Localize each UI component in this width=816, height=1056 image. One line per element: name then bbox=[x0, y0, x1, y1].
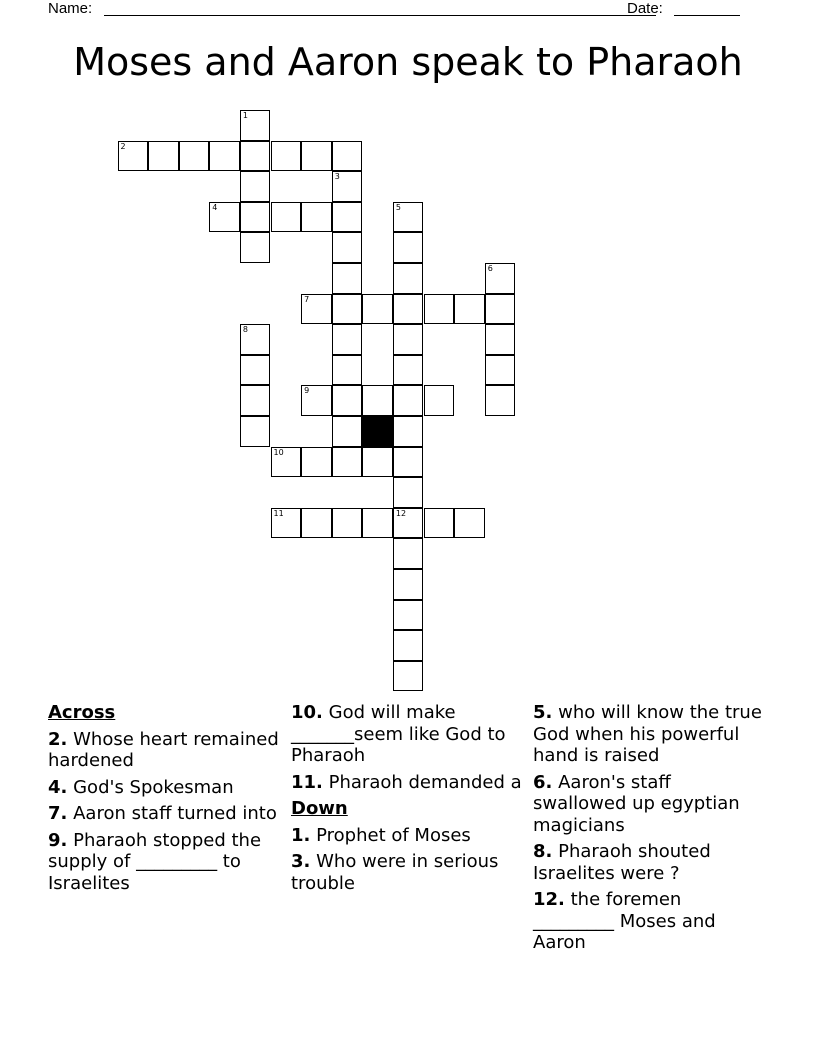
clue-across-11 bbox=[291, 772, 523, 794]
grid-cell[interactable] bbox=[332, 202, 363, 233]
clue-number: 8. bbox=[533, 841, 553, 862]
grid-cell[interactable] bbox=[424, 508, 455, 539]
clue-number: 7. bbox=[48, 803, 68, 824]
grid-cell[interactable] bbox=[332, 355, 363, 386]
grid-cell[interactable] bbox=[393, 630, 424, 661]
clue-down-5 bbox=[533, 702, 765, 767]
grid-cell[interactable] bbox=[393, 355, 424, 386]
grid-cell[interactable] bbox=[393, 263, 424, 294]
clue-text: Aaron staff turned into bbox=[73, 803, 277, 824]
clue-text: Pharaoh shouted Israelites were ? bbox=[533, 841, 711, 884]
clue-number-label: 12 bbox=[395, 508, 407, 518]
clue-number: 10. bbox=[291, 702, 323, 723]
grid-cell[interactable] bbox=[240, 232, 271, 263]
clue-down-3 bbox=[291, 851, 523, 894]
grid-cell[interactable] bbox=[332, 263, 363, 294]
grid-cell[interactable] bbox=[240, 324, 271, 355]
grid-cell[interactable] bbox=[454, 508, 485, 539]
grid-cell[interactable] bbox=[301, 141, 332, 172]
page-title: Moses and Aaron speak to Pharaoh bbox=[73, 40, 743, 84]
clue-text: Aaron's staff swallowed up egyptian magicians bbox=[533, 771, 740, 836]
clue-across-7 bbox=[48, 803, 280, 825]
grid-cell[interactable] bbox=[393, 661, 424, 692]
grid-cell[interactable] bbox=[485, 324, 516, 355]
grid-cell[interactable] bbox=[332, 385, 363, 416]
grid-cell[interactable] bbox=[301, 385, 332, 416]
clue-number-label: 7 bbox=[304, 294, 310, 304]
grid-cell[interactable] bbox=[362, 294, 393, 325]
grid-cell[interactable] bbox=[393, 447, 424, 478]
clue-number-label: 4 bbox=[212, 202, 218, 212]
down-heading: Down bbox=[291, 798, 348, 819]
grid-cell[interactable] bbox=[332, 447, 363, 478]
grid-cell[interactable] bbox=[454, 294, 485, 325]
grid-cell[interactable] bbox=[393, 477, 424, 508]
grid-cell[interactable] bbox=[240, 110, 271, 141]
clue-across-2 bbox=[48, 729, 280, 772]
clue-number: 2. bbox=[48, 728, 68, 750]
clue-number-label: 5 bbox=[395, 202, 401, 212]
grid-cell[interactable] bbox=[301, 508, 332, 539]
grid-cell[interactable] bbox=[362, 385, 393, 416]
grid-cell[interactable] bbox=[485, 294, 516, 325]
clue-number: 6. bbox=[533, 771, 553, 793]
clue-number-label: 6 bbox=[487, 264, 493, 273]
clue-number: 9. bbox=[48, 829, 68, 851]
clue-column-2 bbox=[291, 702, 523, 899]
grid-cell[interactable] bbox=[393, 294, 424, 325]
grid-cell[interactable] bbox=[332, 416, 363, 447]
grid-cell[interactable] bbox=[393, 202, 424, 233]
clue-across-4 bbox=[48, 777, 280, 799]
clue-number: 5. bbox=[533, 702, 553, 723]
grid-cell[interactable] bbox=[301, 294, 332, 325]
grid-cell[interactable] bbox=[332, 294, 363, 325]
clue-text: the foremen _________ Moses and Aaron bbox=[533, 889, 716, 953]
clue-text: Who were in serious trouble bbox=[291, 851, 499, 894]
grid-cell[interactable] bbox=[332, 141, 363, 172]
grid-cell[interactable] bbox=[179, 141, 210, 172]
clue-down-8 bbox=[533, 841, 765, 884]
clue-number-label: 9 bbox=[304, 386, 310, 396]
grid-cell[interactable] bbox=[332, 171, 363, 202]
grid-cell[interactable] bbox=[301, 202, 332, 233]
clue-number-label: 3 bbox=[334, 172, 340, 182]
grid-cell[interactable] bbox=[240, 416, 271, 447]
clue-text: Pharaoh demanded a bbox=[328, 771, 522, 793]
grid-cell[interactable] bbox=[485, 385, 516, 416]
grid-cell[interactable] bbox=[393, 385, 424, 416]
grid-cell[interactable] bbox=[424, 385, 455, 416]
grid-cell[interactable] bbox=[301, 447, 332, 478]
grid-cell[interactable] bbox=[271, 141, 302, 172]
clue-text: Pharaoh stopped the supply of _________ to Israelites bbox=[48, 829, 262, 894]
grid-cell[interactable] bbox=[393, 538, 424, 569]
clue-number: 1. bbox=[291, 824, 311, 846]
clue-down-6 bbox=[533, 772, 765, 837]
grid-cell[interactable] bbox=[118, 141, 149, 172]
grid-cell[interactable] bbox=[393, 232, 424, 263]
grid-cell[interactable] bbox=[362, 447, 393, 478]
grid-cell[interactable] bbox=[332, 508, 363, 539]
grid-cell[interactable] bbox=[271, 202, 302, 233]
grid-cell[interactable] bbox=[393, 569, 424, 600]
clue-number: 12. bbox=[533, 889, 565, 910]
grid-cell[interactable] bbox=[362, 508, 393, 539]
grid-cell[interactable] bbox=[240, 355, 271, 386]
clue-down-12 bbox=[533, 889, 765, 954]
grid-cell[interactable] bbox=[332, 324, 363, 355]
grid-cell[interactable] bbox=[271, 508, 302, 539]
clue-number: 11. bbox=[291, 771, 323, 793]
clue-number-label: 1 bbox=[242, 111, 248, 120]
grid-cell[interactable] bbox=[393, 324, 424, 355]
across-heading: Across bbox=[48, 702, 116, 723]
clue-column-3 bbox=[533, 702, 765, 959]
black-cell bbox=[362, 416, 393, 447]
clue-number: 4. bbox=[48, 776, 68, 798]
grid-cell[interactable] bbox=[240, 171, 271, 202]
grid-cell[interactable] bbox=[271, 447, 302, 478]
grid-cell[interactable] bbox=[148, 141, 179, 172]
grid-cell[interactable] bbox=[393, 508, 424, 539]
clue-text: God will make _______seem like God to Pharaoh bbox=[291, 702, 506, 766]
clue-number-label: 8 bbox=[242, 325, 248, 335]
grid-cell[interactable] bbox=[424, 294, 455, 325]
grid-cell[interactable] bbox=[332, 232, 363, 263]
grid-cell[interactable] bbox=[240, 385, 271, 416]
clue-text: who will know the true God when his powerful hand is raised bbox=[533, 702, 762, 766]
clue-column-1 bbox=[48, 702, 280, 899]
clue-text: Whose heart remained hardened bbox=[48, 728, 279, 771]
clue-number-label: 2 bbox=[120, 141, 126, 151]
grid-cell[interactable] bbox=[485, 263, 516, 294]
name-label: Name: bbox=[48, 0, 93, 17]
clue-down-1 bbox=[291, 825, 523, 847]
clue-number-label: 10 bbox=[273, 447, 284, 457]
clue-text: Prophet of Moses bbox=[316, 824, 471, 846]
grid-cell[interactable] bbox=[240, 141, 271, 172]
clue-text: God's Spokesman bbox=[73, 776, 234, 798]
clue-number-label: 11 bbox=[273, 508, 284, 518]
grid-cell[interactable] bbox=[393, 416, 424, 447]
clue-across-10 bbox=[291, 702, 523, 767]
grid-cell[interactable] bbox=[209, 202, 240, 233]
grid-cell[interactable] bbox=[240, 202, 271, 233]
grid-cell[interactable] bbox=[393, 600, 424, 631]
clue-across-9 bbox=[48, 830, 280, 895]
grid-cell[interactable] bbox=[209, 141, 240, 172]
grid-cell[interactable] bbox=[485, 355, 516, 386]
clue-number: 3. bbox=[291, 851, 311, 872]
date-label: Date: bbox=[627, 0, 663, 17]
